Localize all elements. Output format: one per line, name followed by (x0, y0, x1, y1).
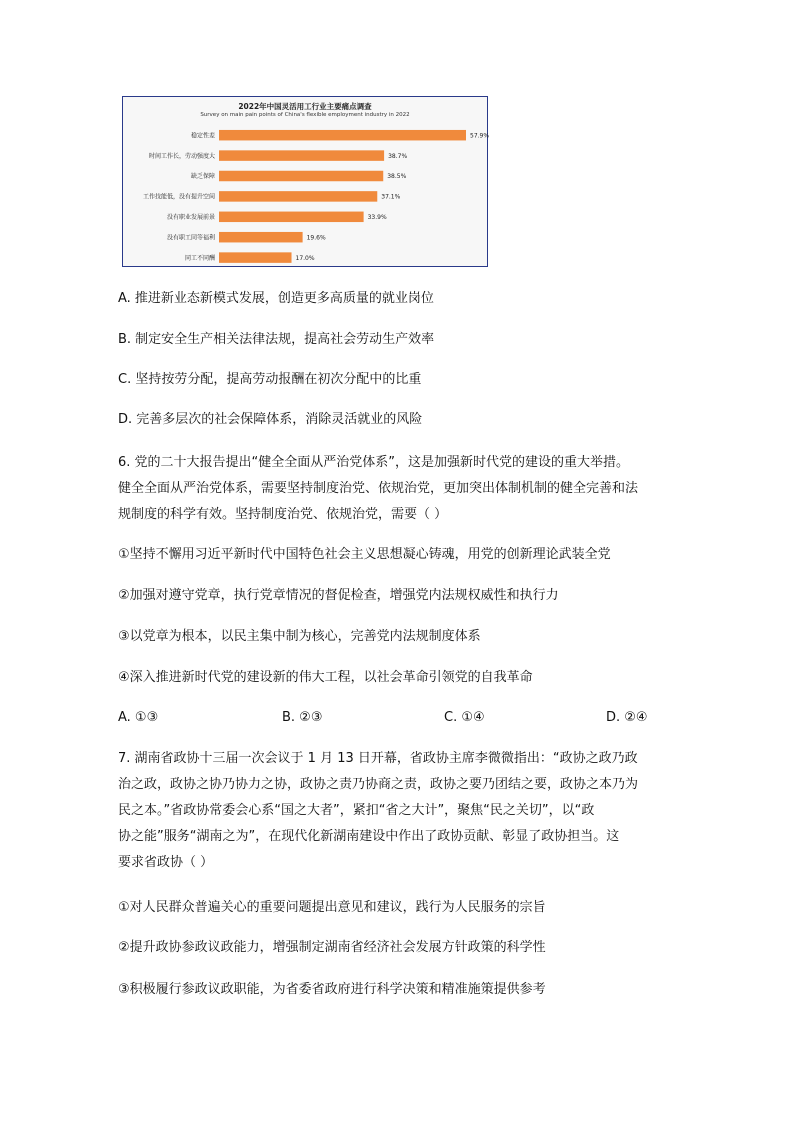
category-label: 时间工作长，劳动强度大 (148, 152, 215, 160)
q5-option-a: A. 推进新业态新模式发展，创造更多高质量的就业岗位 (118, 291, 434, 306)
bar (219, 212, 364, 223)
q6-choice-d: D. ②④ (606, 710, 648, 725)
bar (219, 191, 377, 202)
value-label: 38.7% (388, 152, 408, 160)
q6-stem (118, 450, 688, 528)
value-label: 33.9% (367, 214, 387, 221)
value-label: 17.0% (295, 254, 315, 262)
value-label: 19.6% (306, 234, 326, 242)
q7-stem (118, 746, 688, 876)
q7-item-2: ②提升政协参政议政能力，增强制定湖南省经济社会发展方针政策的科学性 (118, 940, 546, 955)
bar (219, 232, 303, 243)
value-label: 38.5% (387, 173, 407, 181)
bar (219, 171, 383, 182)
bar (219, 130, 466, 141)
q7-stem-line: 民之本。”省政协常委会心系“国之大者”，紧扣“省之大计”，聚焦“民之关切”，以“政 (118, 803, 595, 818)
q6-item-2: ②加强对遵守党章，执行党章情况的督促检查，增强党内法规权威性和执行力 (118, 588, 559, 603)
chart-subtitle: Survey on main pain points of China's flexible employment industry in 2022 (200, 112, 410, 118)
q5-option-b: B. 制定安全生产相关法律法规，提高社会劳动生产效率 (118, 332, 435, 347)
category-label: 工作技能低，没有提升空间 (142, 193, 215, 201)
q7-stem-line: 治之政，政协之协乃协力之协，政协之责乃协商之责，政协之要乃团结之要，政协之本乃为 (118, 777, 639, 792)
q7-stem-line: 协之能”服务“湖南之为”，在现代化新湖南建设中作出了政协贡献、彰显了政协担当。这 (118, 829, 620, 844)
value-label: 57.9% (470, 132, 489, 140)
q6-item-4: ④深入推进新时代党的建设新的伟大工程，以社会革命引领党的自我革命 (118, 670, 533, 685)
q6-stem-line: 规制度的科学有效。坚持制度治党、依规治党，需要（ ） (118, 507, 448, 522)
chart-title: 2022年中国灵活用工行业主要痛点调查 (238, 102, 372, 111)
bar-chart-svg (123, 97, 489, 268)
q5-option-d: D. 完善多层次的社会保障体系，消除灵活就业的风险 (118, 412, 423, 427)
q7-item-3: ③积极履行参政议政职能，为省委省政府进行科学决策和精准施策提供参考 (118, 982, 546, 997)
bar (219, 150, 384, 161)
category-label: 没有职工同等福利 (166, 234, 215, 242)
q6-item-1: ①坚持不懈用习近平新时代中国特色社会主义思想凝心铸魂，用党的创新理论武装全党 (118, 547, 611, 562)
value-label: 37.1% (381, 193, 401, 201)
q6-stem-line: 6. 党的二十大报告提出“健全全面从严治党体系”，这是加强新时代党的建设的重大举措。 (118, 455, 630, 470)
category-label: 稳定性差 (190, 132, 215, 140)
q7-item-1: ①对人民群众普遍关心的重要问题提出意见和建议，践行为人民服务的宗旨 (118, 900, 546, 915)
q6-item-3: ③以党章为根本，以民主集中制为核心，完善党内法规制度体系 (118, 629, 481, 644)
q6-choice-a: A. ①③ (118, 710, 159, 725)
q6-choice-c: C. ①④ (444, 710, 485, 725)
category-label: 缺乏保障 (190, 173, 215, 181)
bar (219, 252, 292, 263)
category-label: 没有职业发展前景 (166, 214, 215, 221)
q6-choice-b: B. ②③ (282, 710, 323, 725)
pain-points-chart (122, 96, 488, 267)
category-label: 同工不同酬 (184, 254, 215, 262)
q6-stem-line: 健全全面从严治党体系，需要坚持制度治党、依规治党，更加突出体制机制的健全完善和法 (118, 481, 639, 496)
q5-option-c: C. 坚持按劳分配，提高劳动报酬在初次分配中的比重 (118, 372, 422, 387)
q7-stem-line: 要求省政协（ ） (118, 855, 214, 870)
q7-stem-line: 7. 湖南省政协十三届一次会议于 1 月 13 日开幕，省政协主席李微微指出：“政协之政乃政 (118, 751, 638, 766)
